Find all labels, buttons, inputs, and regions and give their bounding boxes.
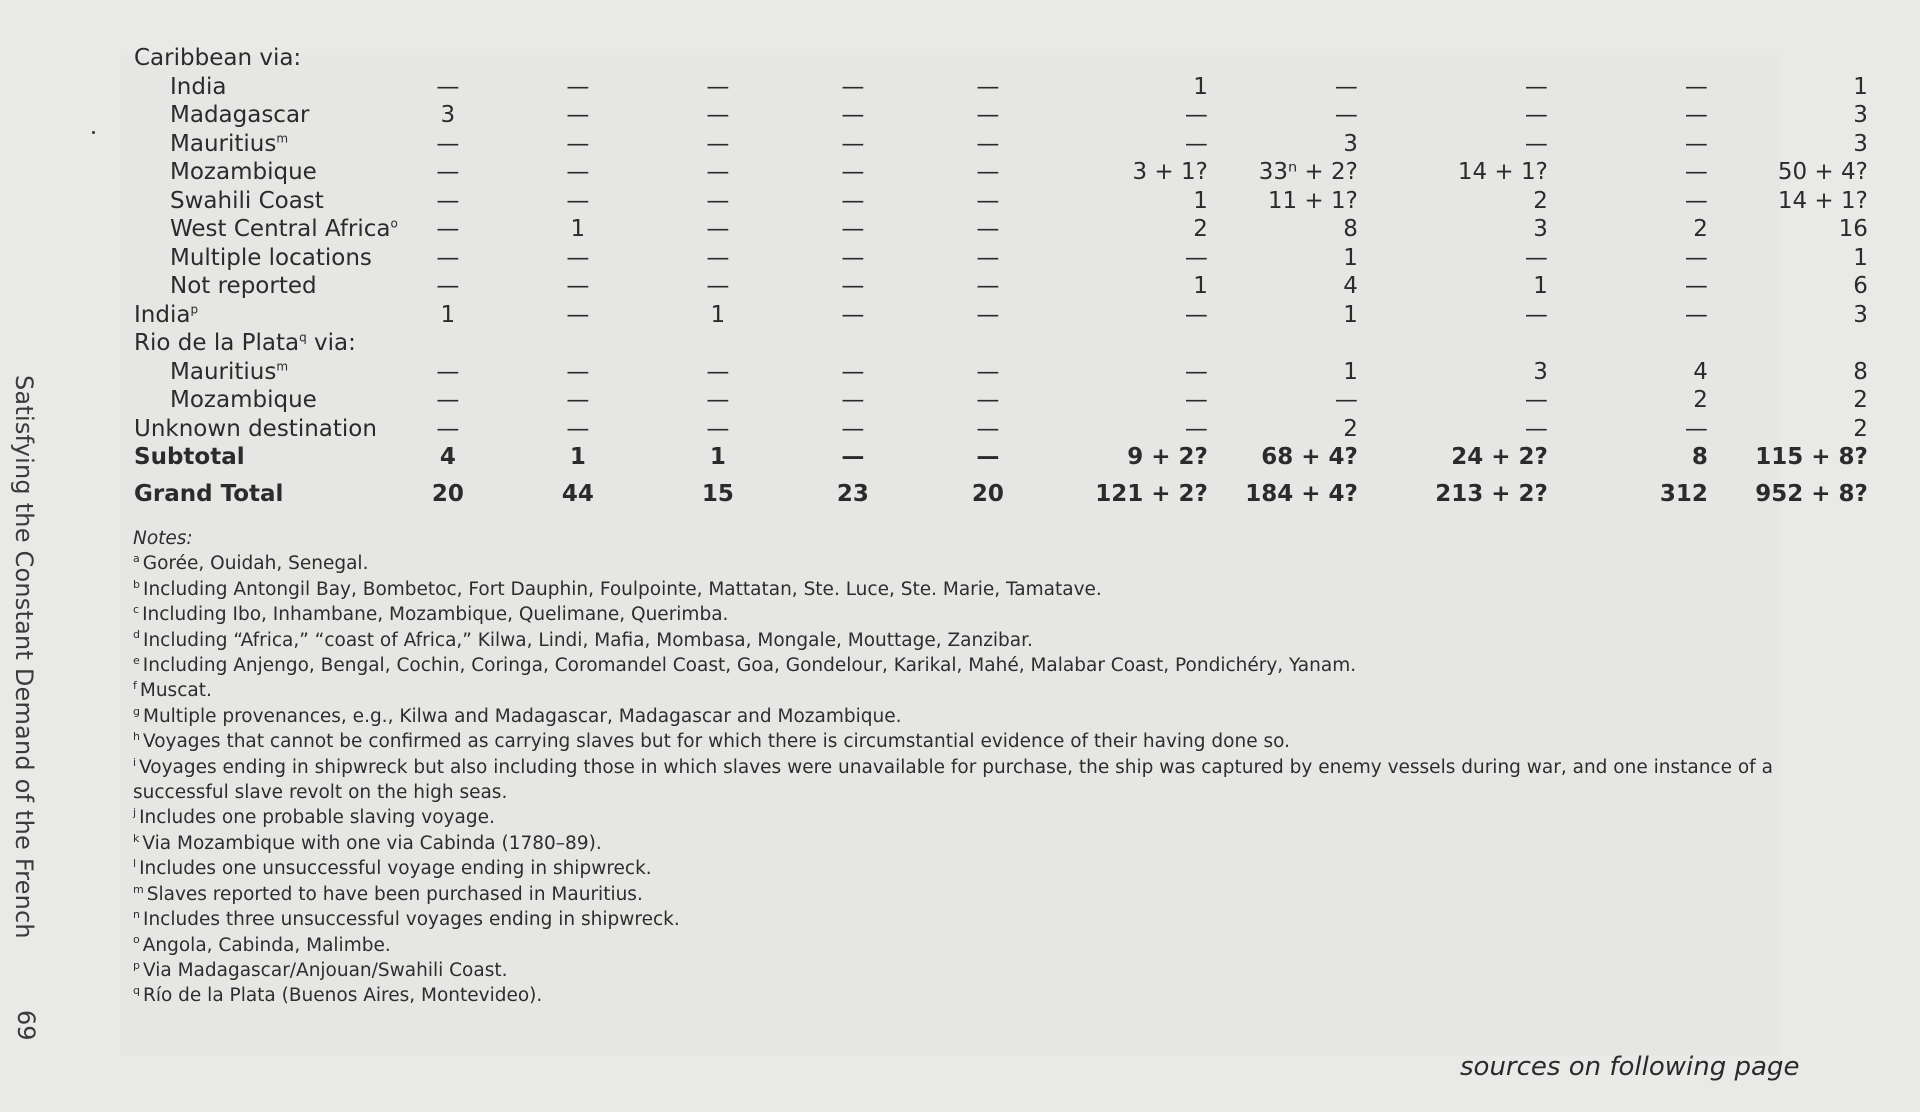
table-cell: — xyxy=(1684,187,1708,214)
table-cell: — xyxy=(1184,301,1208,328)
table-cell: — xyxy=(976,273,1000,300)
table-cell: 1 xyxy=(1343,301,1358,328)
table-cell xyxy=(1708,329,1868,358)
table-cell: — xyxy=(566,73,590,100)
table-cell: — xyxy=(976,187,1000,214)
table-cell: 20 xyxy=(431,480,464,507)
footnote: $^h$ Voyages that cannot be confirmed as carrying slaves but for which there is circumstantial evidence of their having done so. xyxy=(133,730,1290,753)
table-cell: — xyxy=(566,244,590,271)
row-label: India$^p$ xyxy=(134,301,199,328)
table-cell: 8 xyxy=(1691,444,1708,471)
table-cell xyxy=(498,329,658,358)
table-cell: 2 xyxy=(1343,415,1358,442)
table-cell: — xyxy=(841,273,865,300)
table-cell: — xyxy=(1524,415,1548,442)
table-cell: — xyxy=(706,415,730,442)
table-row xyxy=(134,158,1868,187)
table-cell: 1 xyxy=(1853,73,1868,100)
table-cell: — xyxy=(1334,102,1358,129)
table-cell: — xyxy=(1334,73,1358,100)
table-cell: — xyxy=(1684,102,1708,129)
footnote: $^k$ Via Mozambique with one via Cabinda (1780–89). xyxy=(133,831,602,854)
table-cell: 11 + 1? xyxy=(1267,187,1358,214)
table-row xyxy=(134,358,1868,387)
table-cell: — xyxy=(1524,387,1548,414)
notes-section xyxy=(133,526,1793,1009)
table-cell: — xyxy=(436,244,460,271)
table-cell: — xyxy=(1684,244,1708,271)
table-cell: — xyxy=(1524,244,1548,271)
footnote: $^o$ Angola, Cabinda, Malimbe. xyxy=(133,933,391,956)
table-cell: — xyxy=(841,216,865,243)
running-title: Satisfying the Constant Demand of the French xyxy=(10,375,38,939)
table-cell: 2 xyxy=(1693,387,1708,414)
footnote: $^a$ Gorée, Ouidah, Senegal. xyxy=(133,552,369,575)
table-cell: — xyxy=(976,244,1000,271)
table-cell: 2 xyxy=(1533,187,1548,214)
row-label: Mozambique xyxy=(170,387,317,414)
table-cell xyxy=(1208,44,1358,73)
table-cell: — xyxy=(1184,244,1208,271)
table-cell: 23 xyxy=(836,480,869,507)
table-cell: 1 xyxy=(1193,187,1208,214)
footnote: $^f$ Muscat. xyxy=(133,679,212,702)
table-cell: — xyxy=(706,387,730,414)
row-label: West Central Africa$^o$ xyxy=(170,216,398,243)
row-label: Mauritius$^m$ xyxy=(170,358,289,385)
table-row xyxy=(134,130,1868,159)
table-cell: — xyxy=(976,444,1000,471)
row-label: Not reported xyxy=(170,273,317,300)
table-cell xyxy=(1048,44,1208,73)
table-cell: — xyxy=(436,387,460,414)
table-cell xyxy=(928,44,1048,73)
footnote: $^q$ Río de la Plata (Buenos Aires, Montevideo). xyxy=(133,984,543,1007)
footnote: $^i$ Voyages ending in shipwreck but also including those in which slaves were unavailable for purchase, the ship was captured by enemy vessels during war, and one instance of a successful slave revolt on the high seas. xyxy=(133,755,1773,804)
table-cell: 9 + 2? xyxy=(1127,444,1208,471)
table-cell: — xyxy=(1524,73,1548,100)
table-cell xyxy=(398,329,498,358)
table-cell: — xyxy=(566,273,590,300)
table-row xyxy=(134,329,1868,358)
table-cell: — xyxy=(1684,130,1708,157)
table-cell: 50 + 4? xyxy=(1777,159,1868,186)
table-row xyxy=(134,415,1868,444)
table-cell xyxy=(658,329,778,358)
table-cell: 1 xyxy=(710,301,726,328)
table-cell: 1 xyxy=(1533,273,1548,300)
table-cell: — xyxy=(976,216,1000,243)
table-cell: 1 xyxy=(1343,244,1358,271)
table-cell: — xyxy=(706,358,730,385)
footnote: $^m$ Slaves reported to have been purchased in Mauritius. xyxy=(133,882,643,905)
table-cell: — xyxy=(436,130,460,157)
table-cell xyxy=(398,44,498,73)
table-cell xyxy=(1548,329,1708,358)
table-row xyxy=(134,272,1868,301)
footnote: $^j$ Includes one probable slaving voyage. xyxy=(133,806,495,829)
table-cell: — xyxy=(1184,102,1208,129)
table-cell xyxy=(1358,329,1548,358)
table-cell: — xyxy=(1334,387,1358,414)
table-cell: 121 + 2? xyxy=(1095,480,1208,507)
table-cell: 6 xyxy=(1853,273,1868,300)
row-label: Mauritius$^m$ xyxy=(170,130,289,157)
table-cell: 4 xyxy=(1693,358,1708,385)
table-cell: — xyxy=(436,159,460,186)
table-cell: — xyxy=(436,273,460,300)
table-cell: — xyxy=(841,73,865,100)
table-cell: — xyxy=(841,415,865,442)
table-cell: — xyxy=(436,216,460,243)
table-row xyxy=(134,44,1868,73)
table-cell: 68 + 4? xyxy=(1261,444,1358,471)
table-cell: 44 xyxy=(561,480,594,507)
table-cell: — xyxy=(1524,102,1548,129)
table-cell: — xyxy=(976,130,1000,157)
table-cell: 3 xyxy=(1533,358,1548,385)
row-label: Madagascar xyxy=(170,102,310,129)
table-cell: — xyxy=(566,301,590,328)
table-cell: 952 + 8? xyxy=(1755,480,1868,507)
voyage-table xyxy=(134,44,1868,516)
table-cell: 1 xyxy=(1343,358,1358,385)
table-cell: — xyxy=(841,130,865,157)
table-cell: — xyxy=(436,73,460,100)
footnote: $^p$ Via Madagascar/Anjouan/Swahili Coast. xyxy=(133,958,508,981)
table-cell xyxy=(658,44,778,73)
table-cell: — xyxy=(706,216,730,243)
table-cell xyxy=(498,44,658,73)
table-cell: 24 + 2? xyxy=(1451,444,1548,471)
table-cell: — xyxy=(1684,73,1708,100)
table-cell: — xyxy=(1684,159,1708,186)
table-cell: — xyxy=(976,159,1000,186)
table-row xyxy=(134,472,1868,516)
table-cell: — xyxy=(566,102,590,129)
table-cell: — xyxy=(706,244,730,271)
table-cell: — xyxy=(841,301,865,328)
table-cell xyxy=(1708,44,1868,73)
row-label: Caribbean via: xyxy=(134,45,302,72)
footnote: $^l$ Includes one unsuccessful voyage ending in shipwreck. xyxy=(133,857,652,880)
table-cell: — xyxy=(841,444,865,471)
row-label: India xyxy=(170,73,227,100)
table-cell: — xyxy=(436,187,460,214)
table-cell: — xyxy=(841,159,865,186)
table-cell xyxy=(778,329,928,358)
table-row xyxy=(134,386,1868,415)
table-cell: — xyxy=(566,387,590,414)
table-cell: — xyxy=(706,102,730,129)
row-label: Unknown destination xyxy=(134,415,377,442)
table-cell: — xyxy=(1524,301,1548,328)
row-label: Subtotal xyxy=(134,444,245,471)
notes-list xyxy=(133,551,1793,1008)
table-cell: 33ⁿ + 2? xyxy=(1258,159,1358,186)
table-cell: — xyxy=(706,187,730,214)
table-cell: — xyxy=(1184,387,1208,414)
footnote: $^n$ Includes three unsuccessful voyages ending in shipwreck. xyxy=(133,907,680,931)
footnote: $^d$ Including “Africa,” “coast of Africa,” Kilwa, Lindi, Mafia, Mombasa, Mongale, Mouttage, Zanzibar. xyxy=(133,628,1033,651)
table-cell: — xyxy=(706,159,730,186)
table-cell: 184 + 4? xyxy=(1245,480,1358,507)
table-cell: 8 xyxy=(1343,216,1358,243)
table-cell: — xyxy=(976,73,1000,100)
table-cell: 3 xyxy=(440,102,456,129)
table-row xyxy=(134,73,1868,102)
table-cell: — xyxy=(706,273,730,300)
table-cell: — xyxy=(976,387,1000,414)
row-label: Rio de la Plata$^q$ via: xyxy=(134,330,356,357)
table-cell: 2 xyxy=(1853,415,1868,442)
table-cell: — xyxy=(841,387,865,414)
table-cell: 1 xyxy=(1853,244,1868,271)
table-cell: 312 xyxy=(1659,480,1708,507)
table-cell: — xyxy=(566,358,590,385)
table-cell: — xyxy=(976,301,1000,328)
table-cell xyxy=(1208,329,1358,358)
table-cell: 4 xyxy=(439,444,456,471)
table-row xyxy=(134,244,1868,273)
table-cell: — xyxy=(1524,130,1548,157)
table-cell: — xyxy=(1684,301,1708,328)
table-cell: — xyxy=(566,130,590,157)
footnote: $^e$ Including Anjengo, Bengal, Cochin, Coringa, Coromandel Coast, Goa, Gondelour, Karikal, Mahé, Malabar Coast, Pondichéry, Yanam. xyxy=(133,653,1357,677)
table-cell: 1 xyxy=(440,301,456,328)
table-cell: — xyxy=(566,415,590,442)
table-cell: — xyxy=(436,415,460,442)
table-cell: — xyxy=(1184,358,1208,385)
table-cell: 15 xyxy=(701,480,734,507)
table-cell: — xyxy=(566,159,590,186)
table-cell: — xyxy=(566,187,590,214)
ink-dot xyxy=(92,131,95,134)
table-cell: — xyxy=(706,130,730,157)
table-cell: — xyxy=(976,102,1000,129)
table-cell: — xyxy=(1684,415,1708,442)
table-cell: 4 xyxy=(1343,273,1358,300)
table-cell: 3 xyxy=(1533,216,1548,243)
page-number: 69 xyxy=(12,1010,40,1041)
row-label: Multiple locations xyxy=(170,244,372,271)
table-cell: 2 xyxy=(1193,216,1208,243)
table-cell: 3 xyxy=(1853,130,1868,157)
table-cell: 2 xyxy=(1853,387,1868,414)
table-cell: — xyxy=(1184,130,1208,157)
table-cell: 8 xyxy=(1853,358,1868,385)
table-cell: — xyxy=(1684,273,1708,300)
sources-note: sources on following page xyxy=(1460,1052,1800,1082)
table-row xyxy=(134,215,1868,244)
table-cell: 20 xyxy=(971,480,1004,507)
row-label: Swahili Coast xyxy=(170,187,324,214)
table-cell: — xyxy=(841,187,865,214)
table-row xyxy=(134,443,1868,472)
table-cell: 14 + 1? xyxy=(1457,159,1548,186)
table-cell: 1 xyxy=(569,444,586,471)
table-cell: — xyxy=(1184,415,1208,442)
table-cell xyxy=(1358,44,1548,73)
table-cell: 1 xyxy=(570,216,586,243)
table-cell: — xyxy=(841,358,865,385)
table-row xyxy=(134,101,1868,130)
table-cell: 3 + 1? xyxy=(1132,159,1208,186)
table-row xyxy=(134,301,1868,330)
table-cell xyxy=(928,329,1048,358)
table-cell: 115 + 8? xyxy=(1755,444,1868,471)
footnote: $^g$ Multiple provenances, e.g., Kilwa and Madagascar, Madagascar and Mozambique. xyxy=(133,704,902,727)
table-cell: 1 xyxy=(1193,73,1208,100)
table-cell xyxy=(1048,329,1208,358)
table-cell: — xyxy=(976,358,1000,385)
table-cell: — xyxy=(976,415,1000,442)
table-cell: 2 xyxy=(1693,216,1708,243)
table-cell: 3 xyxy=(1853,102,1868,129)
table-cell: — xyxy=(841,244,865,271)
notes-heading: Notes: xyxy=(133,528,193,549)
row-label: Grand Total xyxy=(134,480,284,507)
table-cell xyxy=(778,44,928,73)
footnote: $^b$ Including Antongil Bay, Bombetoc, Fort Dauphin, Foulpointe, Mattatan, Ste. Luce, Ste. Marie, Tamatave. xyxy=(133,577,1102,600)
footnote: $^c$ Including Ibo, Inhambane, Mozambique, Quelimane, Querimba. xyxy=(133,603,729,626)
table-cell: 1 xyxy=(1193,273,1208,300)
table-cell: — xyxy=(436,358,460,385)
table-cell: 3 xyxy=(1343,130,1358,157)
table-cell: 14 + 1? xyxy=(1777,187,1868,214)
table-cell: — xyxy=(706,73,730,100)
table-cell: 3 xyxy=(1853,301,1868,328)
table-cell: 1 xyxy=(709,444,726,471)
table-cell: 213 + 2? xyxy=(1435,480,1548,507)
table-cell: 16 xyxy=(1838,216,1868,243)
table-row xyxy=(134,187,1868,216)
table-cell: — xyxy=(841,102,865,129)
row-label: Mozambique xyxy=(170,159,317,186)
table-cell xyxy=(1548,44,1708,73)
